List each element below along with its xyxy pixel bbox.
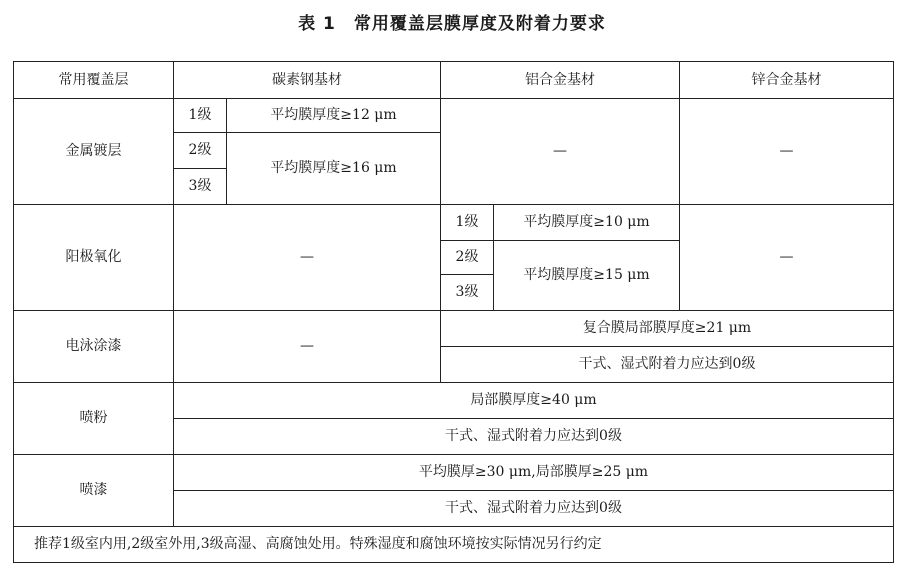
spray-painting-adhesion: 干式、湿式附着力应达到0级 bbox=[174, 491, 894, 527]
anodizing-req-1: 平均膜厚度≥10 μm bbox=[494, 205, 680, 241]
metal-plating-req-2-3: 平均膜厚度≥16 μm bbox=[227, 133, 441, 205]
table-title bbox=[0, 9, 904, 34]
metal-plating-label: 金属镀层 bbox=[14, 99, 174, 205]
spray-painting-label: 喷漆 bbox=[14, 455, 174, 527]
anodizing-grade-3: 3级 bbox=[441, 275, 494, 311]
metal-plating-grade-3: 3级 bbox=[174, 169, 227, 205]
note-row bbox=[14, 527, 894, 563]
electrophoretic-carbon-steel-cell: — bbox=[174, 311, 441, 383]
header-coating-type: 常用覆盖层 bbox=[14, 62, 174, 99]
table-row bbox=[14, 311, 894, 347]
electrophoretic-thickness: 复合膜局部膜厚度≥21 μm bbox=[441, 311, 894, 347]
anodizing-req-2-3: 平均膜厚度≥15 μm bbox=[494, 241, 680, 311]
electrophoretic-adhesion: 干式、湿式附着力应达到0级 bbox=[441, 347, 894, 383]
electrophoretic-label: 电泳涂漆 bbox=[14, 311, 174, 383]
metal-plating-zinc-cell: — bbox=[680, 99, 894, 205]
header-carbon-steel: 碳素钢基材 bbox=[174, 62, 441, 99]
metal-plating-grade-1: 1级 bbox=[174, 99, 227, 133]
table-caption: 常用覆盖层膜厚度及附着力要求 bbox=[353, 14, 606, 34]
anodizing-carbon-steel-cell: — bbox=[174, 205, 441, 311]
header-row bbox=[14, 62, 894, 99]
metal-plating-aluminum-cell: — bbox=[441, 99, 680, 205]
anodizing-grade-1: 1级 bbox=[441, 205, 494, 241]
anodizing-grade-2: 2级 bbox=[441, 241, 494, 275]
anodizing-label: 阳极氧化 bbox=[14, 205, 174, 311]
table-row bbox=[14, 99, 894, 133]
powder-coating-thickness: 局部膜厚度≥40 μm bbox=[174, 383, 894, 419]
table-row bbox=[14, 383, 894, 419]
header-aluminum-alloy: 铝合金基材 bbox=[441, 62, 680, 99]
metal-plating-req-1: 平均膜厚度≥12 μm bbox=[227, 99, 441, 133]
table-row bbox=[14, 205, 894, 241]
table-note: 推荐1级室内用,2级室外用,3级高湿、高腐蚀处用。特殊湿度和腐蚀环境按实际情况另行约定 bbox=[14, 527, 894, 563]
table-row bbox=[14, 455, 894, 491]
powder-coating-label: 喷粉 bbox=[14, 383, 174, 455]
spray-painting-thickness: 平均膜厚≥30 μm,局部膜厚≥25 μm bbox=[174, 455, 894, 491]
coating-requirements-table bbox=[13, 61, 894, 563]
powder-coating-adhesion: 干式、湿式附着力应达到0级 bbox=[174, 419, 894, 455]
table-number: 表 1 bbox=[298, 14, 336, 34]
metal-plating-grade-2: 2级 bbox=[174, 133, 227, 169]
header-zinc-alloy: 锌合金基材 bbox=[680, 62, 894, 99]
anodizing-zinc-cell: — bbox=[680, 205, 894, 311]
